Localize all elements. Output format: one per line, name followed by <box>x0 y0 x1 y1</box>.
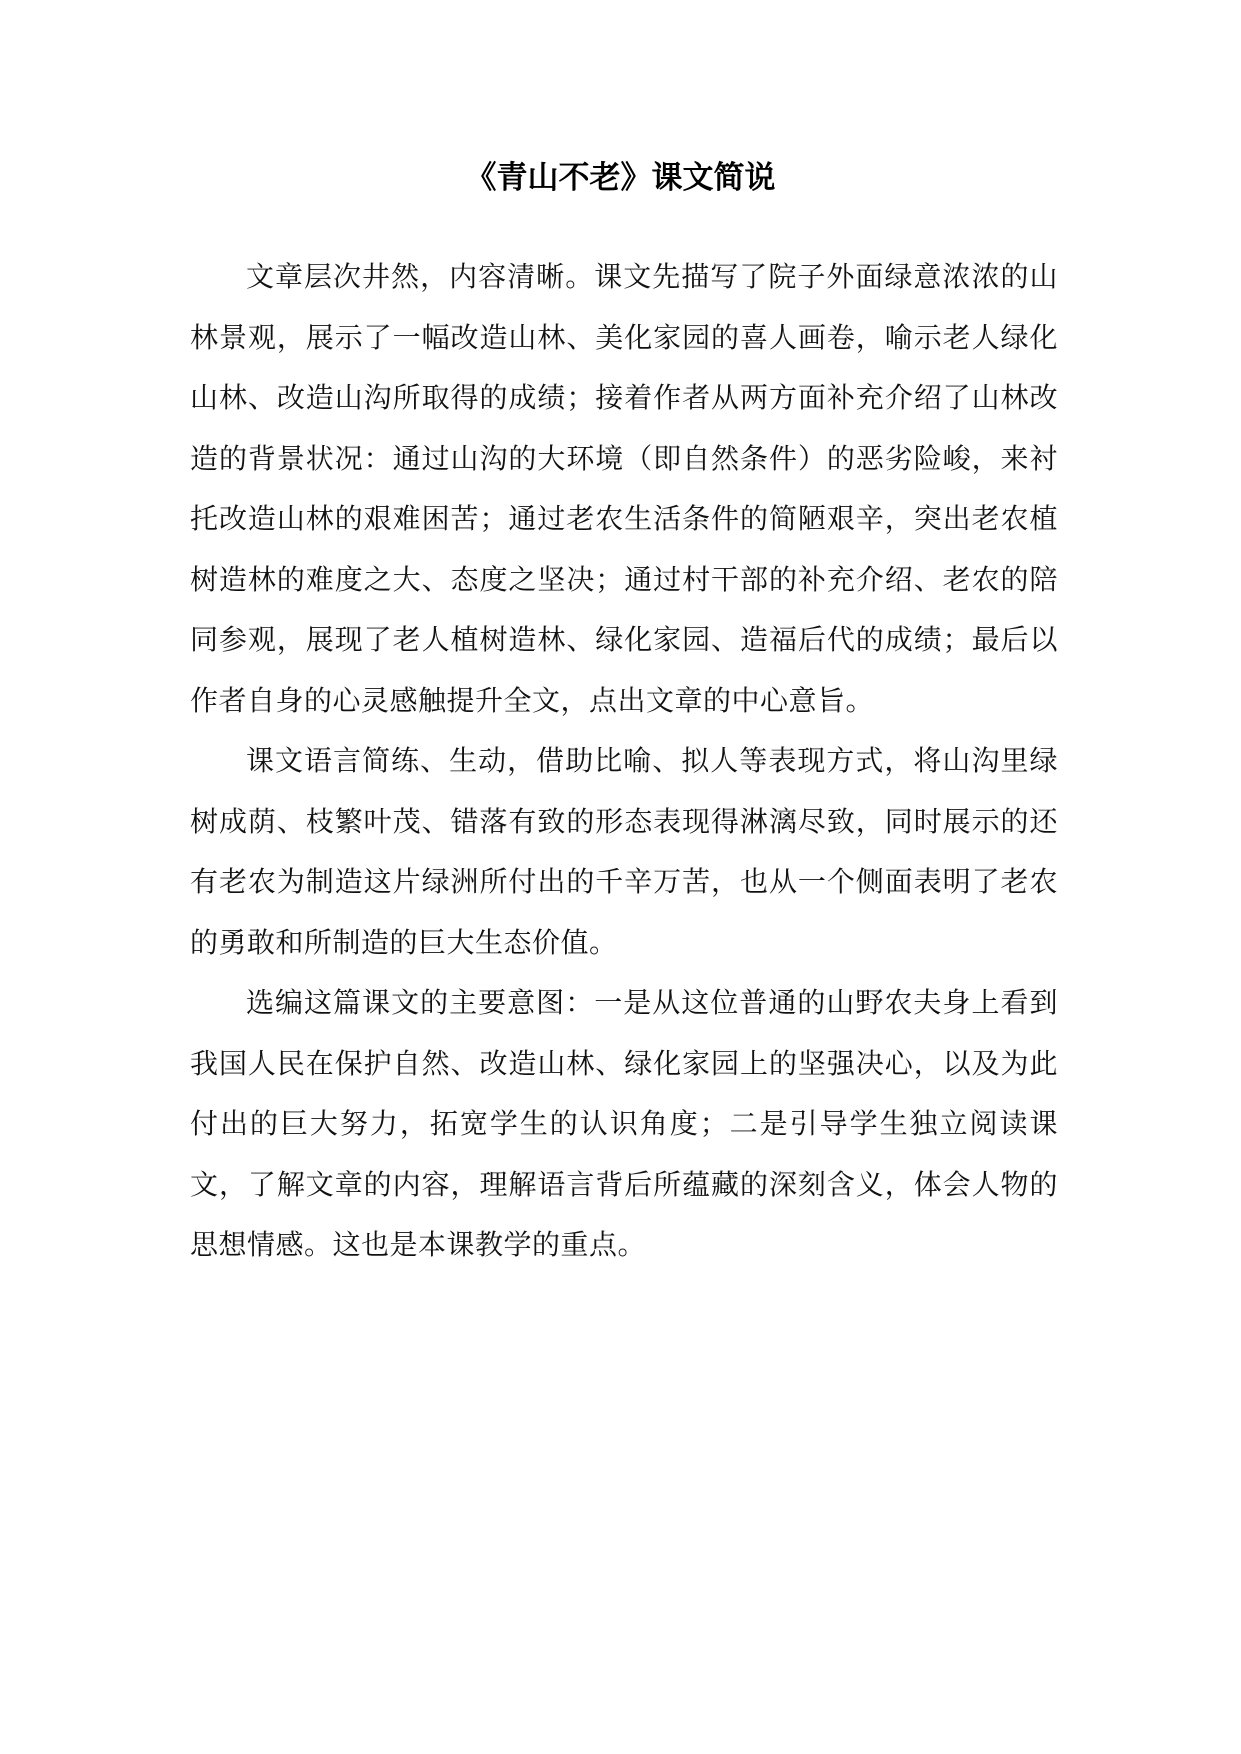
paragraph-structure: 文章层次井然，内容清晰。课文先描写了院子外面绿意浓浓的山林景观，展示了一幅改造山林、美化家园的喜人画卷，喻示老人绿化山林、改造山沟所取得的成绩；接着作者从两方面补充介绍了山林改造的背景状况：通过山沟的大环境（即自然条件）的恶劣险峻，来衬托改造山林的艰难困苦；通过老农生活条件的简陋艰辛，突出老农植树造林的难度之大、态度之坚决；通过村干部的补充介绍、老农的陪同参观，展现了老人植树造林、绿化家园、造福后代的成绩；最后以作者自身的心灵感触提升全文，点出文章的中心意旨。 <box>190 260 1058 717</box>
paragraph-language: 课文语言简练、生动，借助比喻、拟人等表现方式，将山沟里绿树成荫、枝繁叶茂、错落有致的形态表现得淋漓尽致，同时展示的还有老农为制造这片绿洲所付出的千辛万苦，也从一个侧面表明了老农的勇敢和所制造的巨大生态价值。 <box>190 744 1058 959</box>
paragraph-intent: 选编这篇课文的主要意图：一是从这位普通的山野农夫身上看到我国人民在保护自然、改造山林、绿化家园上的坚强决心，以及为此付出的巨大努力，拓宽学生的认识角度；二是引导学生独立阅读课文，了解文章的内容，理解语言背后所蕴藏的深刻含义，体会人物的思想情感。这也是本课教学的重点。 <box>190 986 1058 1261</box>
document-body <box>190 247 1058 1276</box>
document-title: 《青山不老》课文简说 <box>465 160 776 196</box>
